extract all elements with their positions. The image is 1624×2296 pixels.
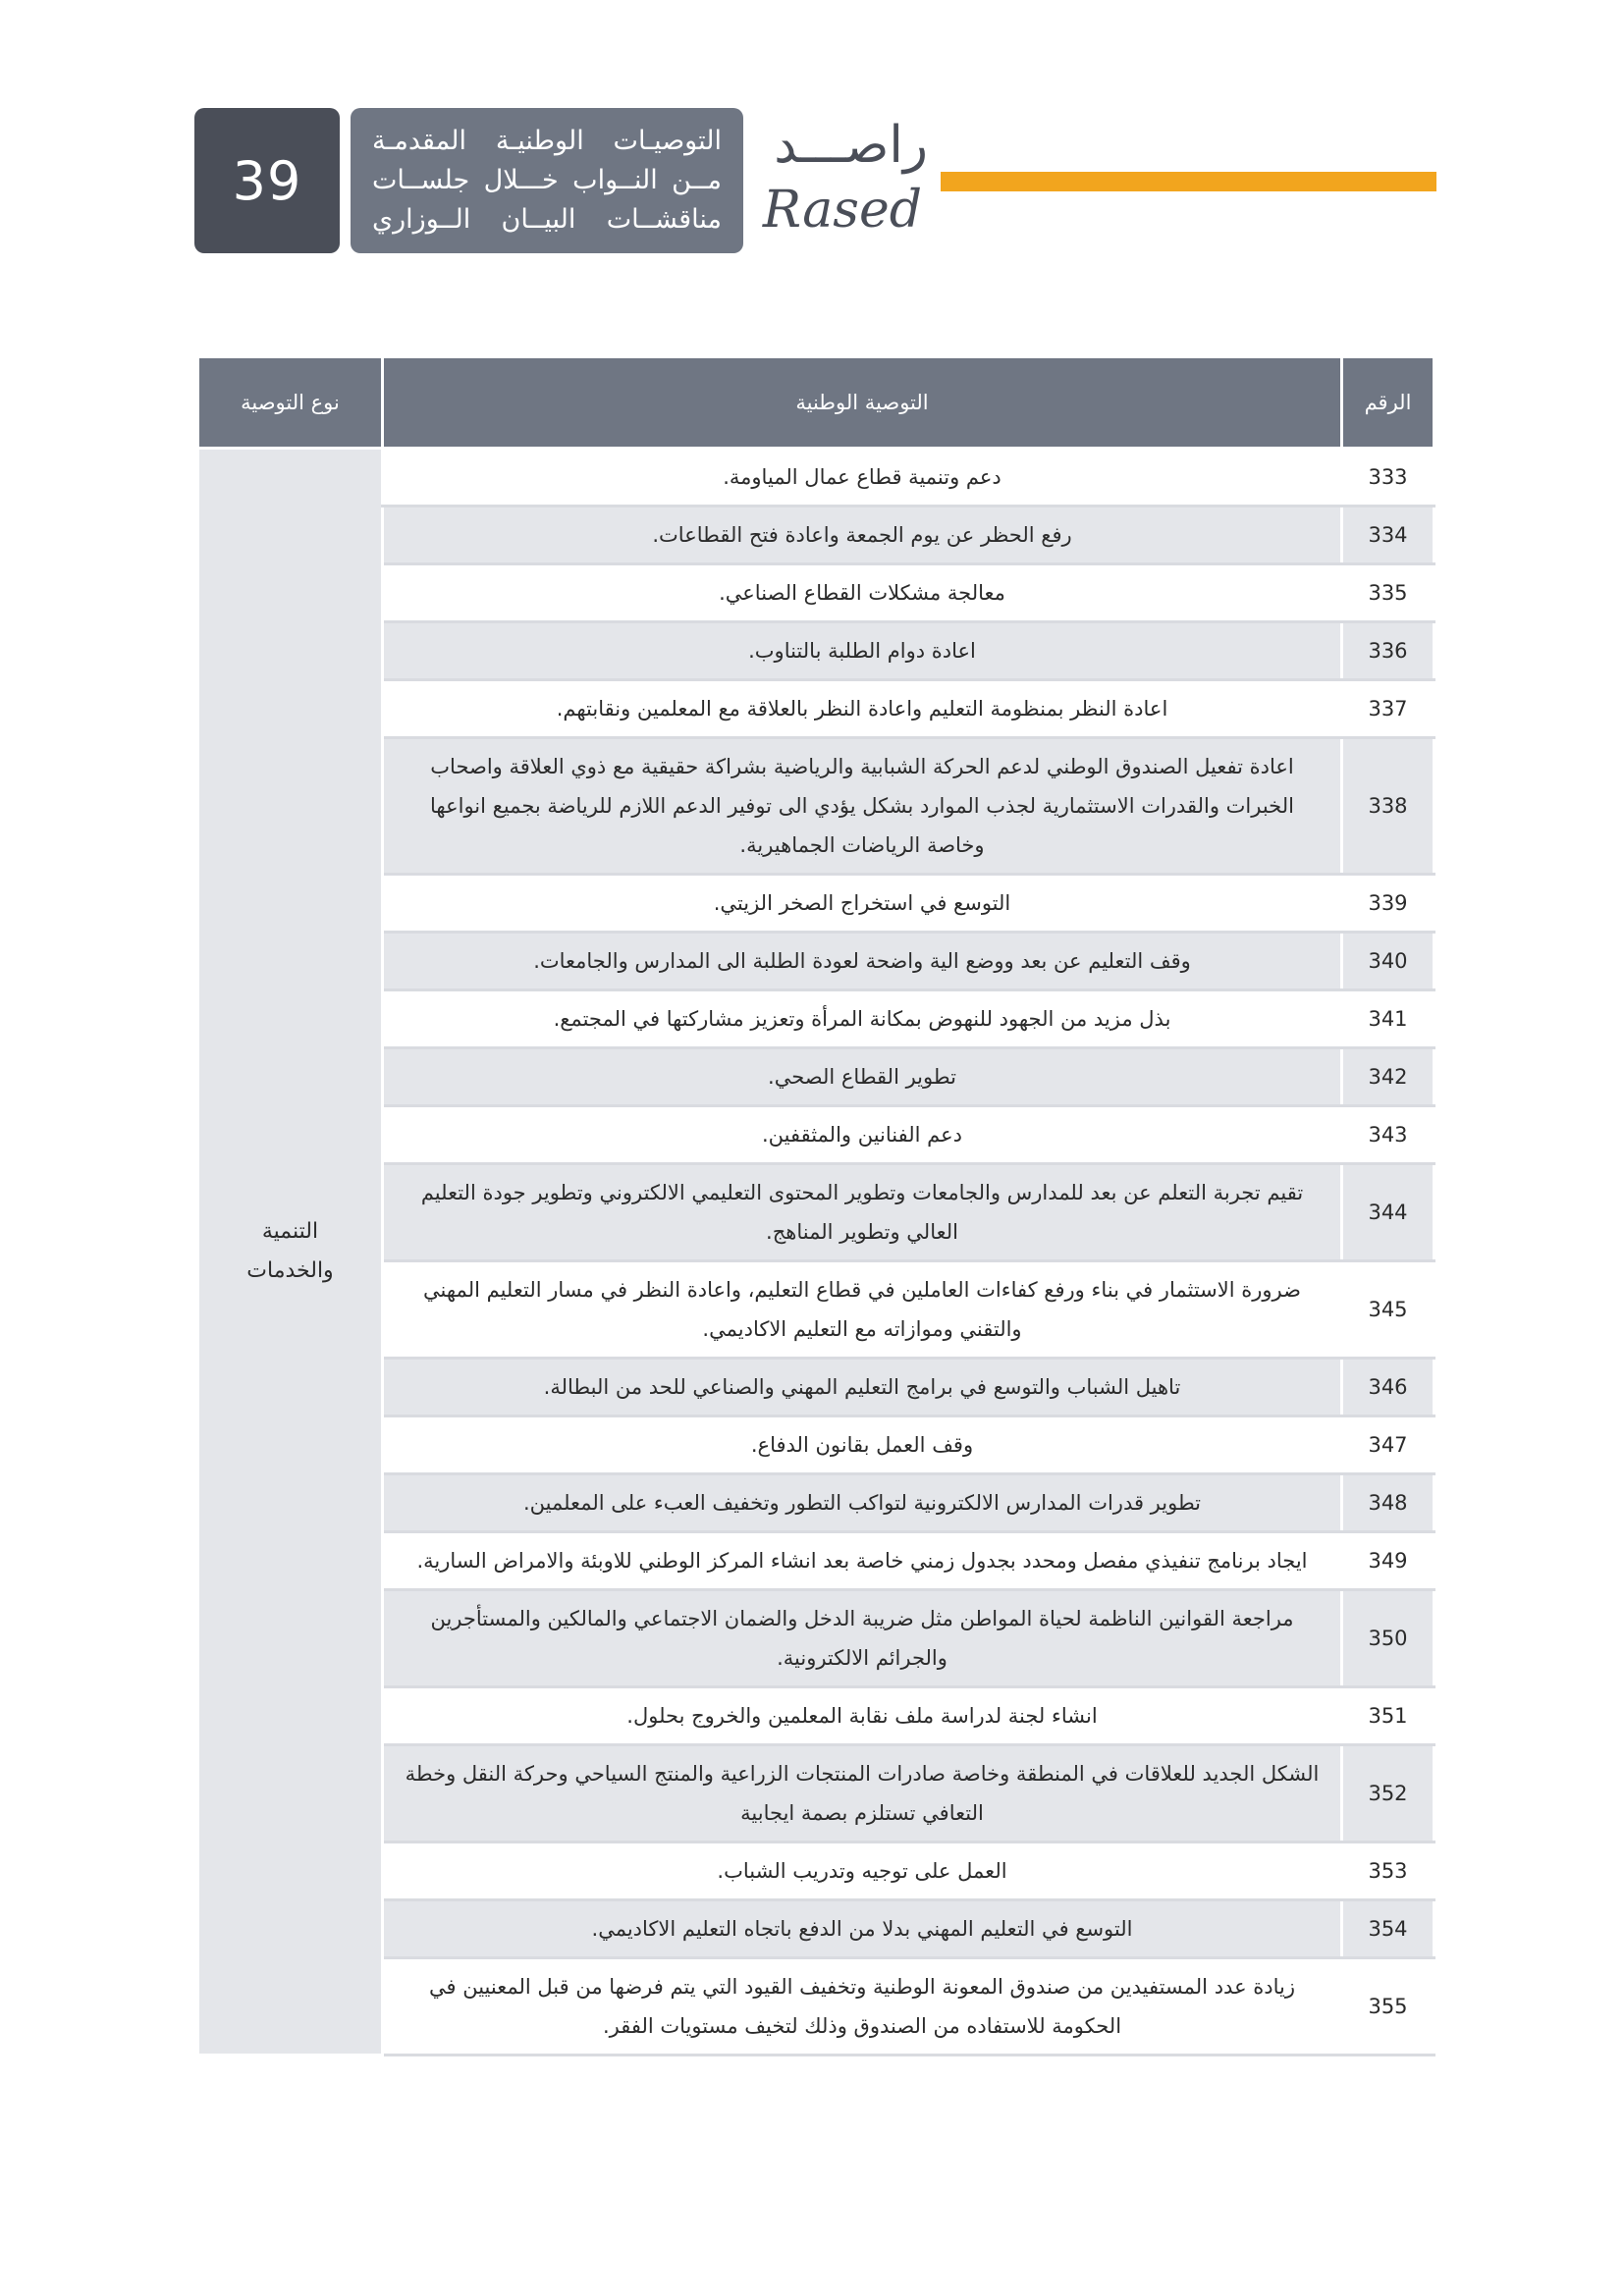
row-number: 351: [1342, 1687, 1435, 1745]
table-row: [198, 1590, 1435, 1687]
row-recommendation: اعادة دوام الطلبة بالتناوب.: [383, 622, 1342, 680]
row-recommendation: تقيم تجربة التعلم عن بعد للمدارس والجامعات وتطوير المحتوى التعليمي الالكتروني وتطوير جودة التعليم العالي وتطوير المناهج.: [383, 1164, 1342, 1261]
row-recommendation: وقف العمل بقانون الدفاع.: [383, 1416, 1342, 1474]
row-recommendation: ضرورة الاستثمار في بناء ورفع كفاءات العاملين في قطاع التعليم، واعادة النظر في مسار التعليم المهني والتقني وموازاته مع التعليم الاكاديمي.: [383, 1261, 1342, 1359]
table-row: [198, 1261, 1435, 1359]
row-number: 355: [1342, 1958, 1435, 2056]
table-header-row: [198, 357, 1435, 449]
brand-english: Rased: [762, 181, 922, 240]
table-row: [198, 1687, 1435, 1745]
row-recommendation: اعادة النظر بمنظومة التعليم واعادة النظر بالعلاقة مع المعلمين ونقابتهم.: [383, 680, 1342, 738]
rased-logo: [761, 116, 928, 243]
document-title: [351, 108, 743, 253]
row-number: 337: [1342, 680, 1435, 738]
row-number: 346: [1342, 1359, 1435, 1416]
table-row: [198, 449, 1435, 507]
row-recommendation: دعم الفنانين والمثقفين.: [383, 1106, 1342, 1164]
row-recommendation: التوسع في التعليم المهني بدلا من الدفع باتجاه التعليم الاكاديمي.: [383, 1900, 1342, 1958]
table-row: [198, 680, 1435, 738]
table-row: [198, 1958, 1435, 2056]
row-recommendation: زيادة عدد المستفيدين من صندوق المعونة الوطنية وتخفيف القيود التي يتم فرضها من قبل المعنيين في الحكومة للاستفاده من الصندوق وذلك لتخيف مستويات الفقر.: [383, 1958, 1342, 2056]
row-recommendation: الشكل الجديد للعلاقات في المنطقة وخاصة صادرات المنتجات الزراعية والمنتج السياحي وحركة النقل وخطة التعافي تستلزم بصمة ايجابية: [383, 1745, 1342, 1842]
row-number: 348: [1342, 1474, 1435, 1532]
table-row: [198, 738, 1435, 875]
row-number: 354: [1342, 1900, 1435, 1958]
title-line-1: التوصيـات الوطنيـة المقدمـة: [372, 126, 722, 156]
row-recommendation: معالجة مشكلات القطاع الصناعي.: [383, 564, 1342, 622]
row-number: 335: [1342, 564, 1435, 622]
header-number: الرقم: [1342, 357, 1435, 449]
header-recommendation: التوصية الوطنية: [383, 357, 1342, 449]
table-row: [198, 1842, 1435, 1900]
row-recommendation: دعم وتنمية قطاع عمال المياومة.: [383, 449, 1342, 507]
row-recommendation: رفع الحظر عن يوم الجمعة واعادة فتح القطاعات.: [383, 507, 1342, 564]
row-recommendation: وقف التعليم عن بعد ووضع الية واضحة لعودة الطلبة الى المدارس والجامعات.: [383, 933, 1342, 990]
row-number: 342: [1342, 1048, 1435, 1106]
brand-arabic: راصـــد: [774, 116, 928, 175]
row-recommendation: تاهيل الشباب والتوسع في برامج التعليم المهني والصناعي للحد من البطالة.: [383, 1359, 1342, 1416]
table-row: [198, 1164, 1435, 1261]
row-number: 339: [1342, 875, 1435, 933]
row-number: 353: [1342, 1842, 1435, 1900]
row-number: 341: [1342, 990, 1435, 1048]
row-recommendation: انشاء لجنة لدراسة ملف نقابة المعلمين والخروج بحلول.: [383, 1687, 1342, 1745]
accent-bar: [941, 172, 1436, 191]
table-row: [198, 875, 1435, 933]
row-recommendation: التوسع في استخراج الصخر الزيتي.: [383, 875, 1342, 933]
row-number: 343: [1342, 1106, 1435, 1164]
row-recommendation: بذل مزيد من الجهود للنهوض بمكانة المرأة وتعزيز مشاركتها في المجتمع.: [383, 990, 1342, 1048]
row-number: 340: [1342, 933, 1435, 990]
page-number: 39: [194, 108, 340, 253]
row-number: 338: [1342, 738, 1435, 875]
row-recommendation: اعادة تفعيل الصندوق الوطني لدعم الحركة الشبابية والرياضية بشراكة حقيقية مع ذوي العلاقة واصحاب الخبرات والقدرات الاستثمارية لجذب الموارد بشكل يؤدي الى توفير الدعم اللازم للرياضة بجميع انواعها وخاصة الرياضات الجماهيرية.: [383, 738, 1342, 875]
table-row: [198, 933, 1435, 990]
row-number: 350: [1342, 1590, 1435, 1687]
row-number: 334: [1342, 507, 1435, 564]
row-number: 333: [1342, 449, 1435, 507]
row-number: 345: [1342, 1261, 1435, 1359]
table-row: [198, 990, 1435, 1048]
table-row: [198, 1048, 1435, 1106]
row-recommendation: تطوير القطاع الصحي.: [383, 1048, 1342, 1106]
title-line-3: مناقشــات البيــان الــوزاري: [372, 204, 722, 235]
recommendation-type: التنمية والخدمات: [198, 449, 383, 2056]
table-row: [198, 1106, 1435, 1164]
row-number: 344: [1342, 1164, 1435, 1261]
table-row: [198, 1474, 1435, 1532]
table-row: [198, 622, 1435, 680]
row-number: 352: [1342, 1745, 1435, 1842]
table-row: [198, 1532, 1435, 1590]
row-recommendation: تطوير قدرات المدارس الالكترونية لتواكب التطور وتخفيف العبء على المعلمين.: [383, 1474, 1342, 1532]
table-row: [198, 564, 1435, 622]
row-recommendation: مراجعة القوانين الناظمة لحياة المواطن مثل ضريبة الدخل والضمان الاجتماعي والمالكين والمستأجرين والجرائم الالكترونية.: [383, 1590, 1342, 1687]
table-row: [198, 1900, 1435, 1958]
table-row: [198, 1745, 1435, 1842]
table-row: [198, 507, 1435, 564]
header-type: نوع التوصية: [198, 357, 383, 449]
row-recommendation: ايجاد برنامج تنفيذي مفصل ومحدد بجدول زمني خاصة بعد انشاء المركز الوطني للاوبئة والامراض السارية.: [383, 1532, 1342, 1590]
row-number: 336: [1342, 622, 1435, 680]
table-row: [198, 1416, 1435, 1474]
recommendations-table: [196, 355, 1435, 2056]
row-recommendation: العمل على توجيه وتدريب الشباب.: [383, 1842, 1342, 1900]
title-line-2: مــن النــواب خـــلال جلســات: [372, 165, 722, 195]
row-number: 347: [1342, 1416, 1435, 1474]
row-number: 349: [1342, 1532, 1435, 1590]
table-row: [198, 1359, 1435, 1416]
